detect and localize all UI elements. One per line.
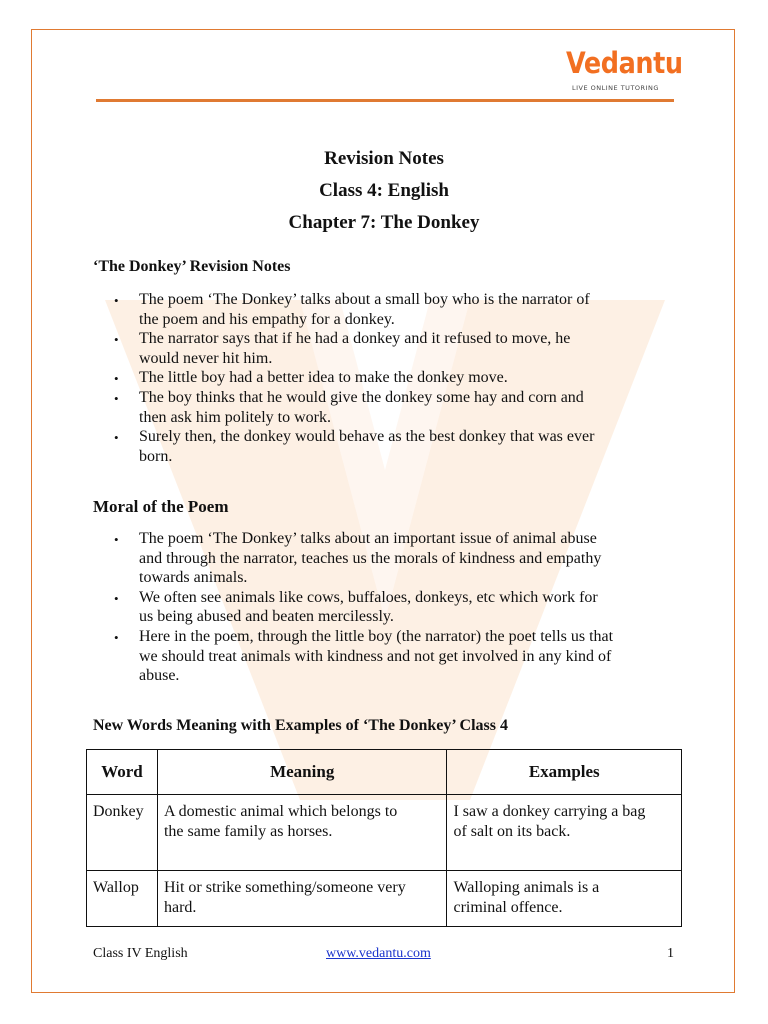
bullet-text-line: and through the narrator, teaches us the morals of kindness and empathy	[139, 549, 602, 567]
bullet-text-line: Here in the poem, through the little boy (the narrator) the poet tells us that	[139, 627, 614, 645]
list-item	[93, 290, 683, 329]
bullet-icon: •	[114, 629, 119, 645]
cell-word	[87, 795, 158, 871]
bullet-text-line: We often see animals like cows, buffaloes, donkeys, etc which work for	[139, 588, 598, 606]
bullet-text-line: us being abused and beaten mercilessly.	[139, 608, 394, 626]
bullet-icon: •	[114, 590, 119, 606]
bullet-text-line: would never hit him.	[139, 349, 273, 367]
cell-word-text: Donkey	[93, 803, 144, 820]
bullet-text-line: The boy thinks that he would give the donkey some hay and corn and	[139, 388, 584, 406]
table-header-row	[87, 750, 682, 795]
title-class: Class 4: English	[319, 180, 449, 201]
header-examples: Examples	[447, 750, 682, 795]
bullet-text-line: the poem and his empathy for a donkey.	[139, 310, 395, 328]
bullet-icon: •	[114, 430, 119, 446]
section-heading-moral: Moral of the Poem	[93, 497, 229, 516]
bullet-text-line: Surely then, the donkey would behave as the best donkey that was ever	[139, 428, 595, 446]
list-item	[93, 588, 683, 627]
cell-example-text: I saw a donkey carrying a bag	[453, 803, 646, 820]
bullet-text-line: The poem ‘The Donkey’ talks about a small boy who is the narrator of	[139, 291, 590, 308]
title-block	[0, 143, 768, 239]
title-chapter: Chapter 7: The Donkey	[288, 212, 480, 233]
bullet-icon: •	[114, 390, 119, 406]
list-item	[93, 627, 683, 686]
page-number: 1	[667, 946, 674, 961]
list-item	[93, 368, 683, 388]
bullet-text-line: The little boy had a better idea to make the donkey move.	[139, 369, 508, 387]
bullet-text-line: The poem ‘The Donkey’ talks about an important issue of animal abuse	[139, 530, 597, 547]
moral-list	[93, 529, 683, 686]
bullet-text-line: The narrator says that if he had a donkey and it refused to move, he	[139, 330, 571, 348]
bullet-text-line: we should treat animals with kindness and not get involved in any kind of	[139, 647, 612, 665]
cell-meaning	[157, 795, 447, 871]
list-item	[93, 427, 683, 466]
footer-class-label: Class IV English	[93, 946, 188, 961]
list-item	[93, 388, 683, 427]
bullet-icon: •	[114, 332, 119, 348]
logo-tagline: LIVE ONLINE TUTORING	[572, 84, 659, 92]
cell-meaning-text: Hit or strike something/someone very	[163, 879, 406, 896]
header-meaning: Meaning	[157, 750, 447, 795]
bullet-icon: •	[114, 371, 119, 387]
section-heading-revision-notes: ‘The Donkey’ Revision Notes	[93, 258, 291, 275]
bullet-text-line: towards animals.	[139, 569, 248, 587]
cell-meaning-text: hard.	[163, 899, 197, 916]
cell-example	[447, 795, 682, 871]
title-revision-notes: Revision Notes	[324, 148, 444, 169]
revision-notes-list	[93, 290, 683, 466]
section-heading-new-words: New Words Meaning with Examples of ‘The Donkey’ Class 4	[93, 717, 508, 734]
table-row	[87, 871, 682, 927]
cell-example-text: Walloping animals is a	[453, 879, 600, 896]
cell-meaning-text: A domestic animal which belongs to	[163, 803, 398, 820]
bullet-icon: •	[114, 532, 119, 547]
header-rule	[96, 99, 674, 102]
bullet-text-line: then ask him politely to work.	[139, 408, 331, 426]
header-word: Word	[87, 750, 158, 795]
vedantu-logo	[566, 46, 683, 94]
table-row	[87, 795, 682, 871]
cell-example	[447, 871, 682, 927]
footer-website-link[interactable]: www.vedantu.com	[326, 946, 431, 961]
cell-example-text: of salt on its back.	[453, 823, 571, 840]
word-meaning-table	[86, 749, 682, 927]
logo-wordmark: Vedantu	[566, 46, 683, 80]
bullet-text-line: abuse.	[139, 667, 180, 685]
cell-meaning-text: the same family as horses.	[163, 823, 333, 840]
cell-example-text: criminal offence.	[453, 899, 563, 916]
bullet-text-line: born.	[139, 447, 173, 465]
list-item	[93, 529, 683, 588]
list-item	[93, 329, 683, 368]
cell-word	[87, 871, 158, 927]
cell-word-text: Wallop	[93, 879, 139, 896]
cell-meaning	[157, 871, 447, 927]
bullet-icon: •	[114, 293, 119, 308]
